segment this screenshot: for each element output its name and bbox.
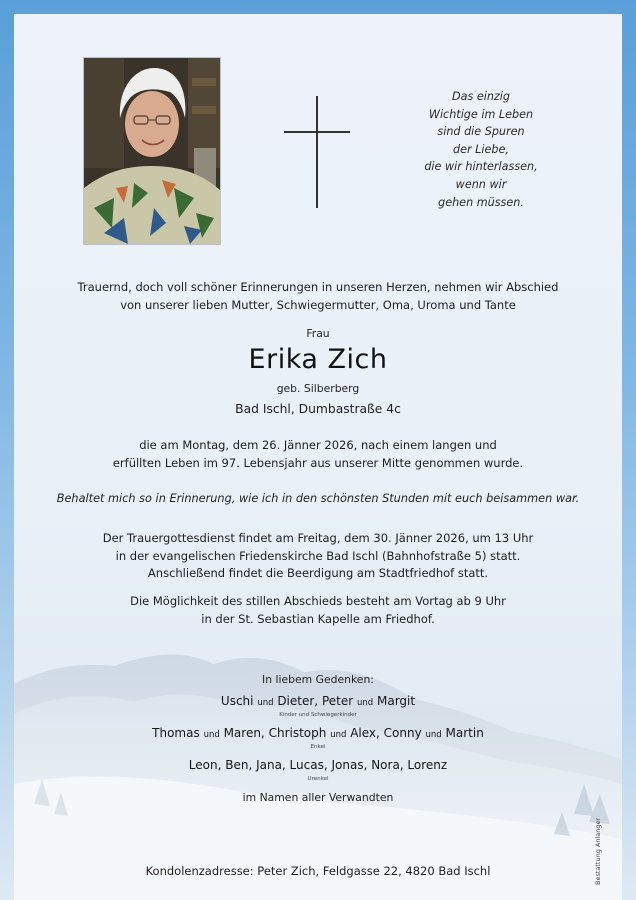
mourner-name: Peter [321, 694, 354, 708]
mourners-grandchildren [14, 726, 622, 740]
poem-line: gehen müssen. [438, 195, 524, 209]
intro-text [14, 279, 622, 314]
farewell-line: Die Möglichkeit des stillen Abschieds besteht am Vortag ab 9 Uhr [130, 594, 506, 608]
death-notice [14, 437, 622, 472]
mourner-connector: und [203, 730, 220, 740]
service-line: Anschließend findet die Beerdigung am Stadtfriedhof statt. [147, 566, 489, 580]
farewell-info [14, 593, 622, 628]
mourner-name: Maren, [223, 726, 265, 740]
mourners-children [14, 694, 622, 708]
birth-name: geb. Silberberg [276, 382, 360, 395]
relation-grandchildren: Enkel [310, 744, 326, 750]
poem-line: der Liebe, [453, 142, 509, 156]
poem-line: sind die Spuren [437, 125, 525, 139]
service-line: in der evangelischen Friedenskirche Bad Ischl (Bahnhofstraße 5) statt. [115, 548, 521, 563]
relation-children: Kinder und Schwiegerkinder [279, 712, 357, 718]
poem-line: die wir hinterlassen, [424, 160, 538, 174]
mourner-name: Margit [376, 694, 416, 708]
obituary-card [14, 14, 622, 900]
poem-line: wenn wir [455, 177, 507, 191]
mourners-great-grandchildren: Leon, Ben, Jana, Lucas, Jonas, Nora, Lorenz [188, 758, 448, 772]
mourner-name: Alex, [350, 726, 380, 740]
poem [406, 88, 556, 211]
relation-great-grandchildren: Urenkel [307, 776, 329, 782]
cross-icon [284, 96, 350, 208]
mourner-name: Dieter, [277, 694, 319, 708]
relatives-closing: im Namen aller Verwandten [242, 791, 394, 804]
salutation: Frau [306, 327, 330, 340]
poem-line: Das einzig [451, 90, 511, 103]
mourner-name: Martin [445, 726, 484, 740]
mourner-name: Thomas [152, 726, 200, 740]
deceased-name: Erika Zich [248, 344, 388, 375]
memorial-quote: Behaltet mich so in Erinnerung, wie ich in den schönsten Stunden mit euch beisammen war. [56, 492, 580, 505]
service-info [14, 530, 622, 583]
mourner-connector: und [330, 730, 347, 740]
mourner-name: Uschi [220, 694, 254, 708]
residence-address: Bad Ischl, Dumbastraße 4c [235, 402, 401, 416]
memorial-heading: In liebem Gedenken: [262, 673, 374, 686]
intro-line: Trauernd, doch voll schöner Erinnerungen in unseren Herzen, nehmen wir Abschied [77, 280, 559, 294]
mourner-connector: und [257, 698, 274, 708]
mourner-connector: und [425, 730, 442, 740]
poem-line: Wichtige im Leben [428, 107, 534, 121]
death-notice-line: die am Montag, dem 26. Jänner 2026, nach einem langen und [139, 438, 497, 452]
mourner-name: Conny [383, 726, 422, 740]
mourner-connector: und [356, 698, 374, 708]
intro-line: von unserer lieben Mutter, Schwiegermutter, Oma, Uroma und Tante [120, 297, 516, 312]
service-line: Der Trauergottesdienst findet am Freitag, dem 30. Jänner 2026, um 13 Uhr [102, 531, 534, 545]
mourner-name: Christoph [268, 726, 327, 740]
funeral-home-credit: Bestattung Anlanger [594, 817, 602, 885]
farewell-line: in der St. Sebastian Kapelle am Friedhof. [201, 611, 435, 626]
death-notice-line: erfüllten Leben im 97. Lebensjahr aus unserer Mitte genommen wurde. [112, 455, 524, 470]
condolence-address: Kondolenzadresse: Peter Zich, Feldgasse 22, 4820 Bad Ischl [145, 864, 491, 878]
portrait-photo [83, 57, 221, 245]
